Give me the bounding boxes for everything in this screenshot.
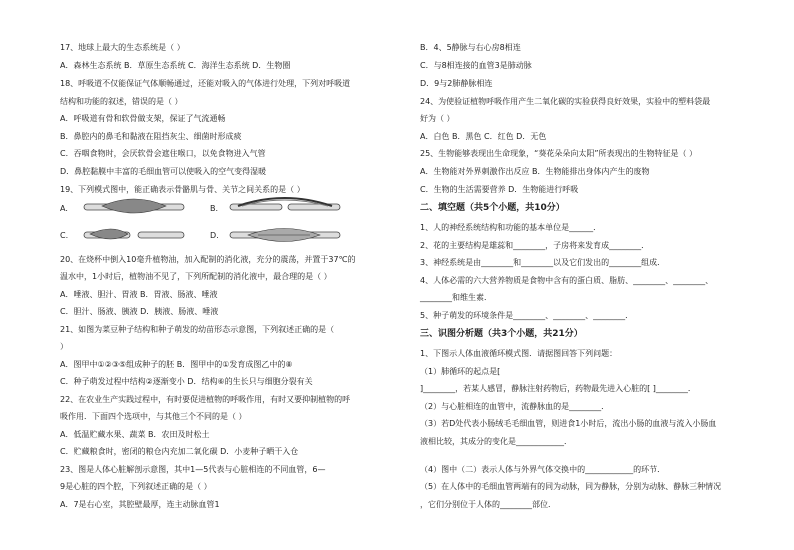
q21-stem-cont: ）: [60, 342, 68, 351]
q17-stem: 17、地球上最大的生态系统是（ ）: [60, 43, 185, 52]
q19-fig-d-label: D.: [210, 231, 219, 240]
fill-q3: 3、神经系统是由________和________以及它们发出的________组成．: [420, 258, 666, 267]
q18-option-b: B．鼻腔内的鼻毛和黏液在阻挡灰尘、细菌时形成痰: [60, 132, 242, 141]
q20-options-ab: A．唾液、胆汁、胃液 B．胃液、肠液、唾液: [60, 290, 218, 299]
q24-stem-cont: 好为（ ）: [420, 114, 455, 123]
q24-options: A．白色 B．黑色 C．红色 D．无色: [420, 132, 547, 141]
diagram-q1-part5: （5）在人体中的毛细血管两端有的同为动脉，同为静脉，分别为动脉、静脉三种情况: [420, 482, 722, 491]
section-fill-in-heading: 二、填空题（共5个小题，共10分）: [420, 203, 565, 213]
q19-stem: 19、下列模式图中，能正确表示骨骼肌与骨、关节之间关系的是（ ）: [60, 185, 305, 194]
q22-stem: 22、在农业生产实践过程中，有时要促进植物的呼吸作用，有时又要抑制植物的呼: [60, 395, 351, 404]
q24-stem: 24、为使验证植物呼吸作用产生二氧化碳的实验获得良好效果，实验中的塑料袋最: [420, 97, 711, 106]
q19-fig-c-diagram: [82, 222, 192, 248]
section-diagram-heading: 三、识图分析题（共3个小题，共21分）: [420, 329, 583, 339]
q20-stem: 20、在烧杯中倒入10毫升植物油，加入配制的消化液，充分的震荡，并置于37℃的: [60, 255, 356, 264]
q25-options-ab: A．生物能对外界刺激作出反应 B．生物能排出身体内产生的废物: [420, 167, 650, 176]
q19-fig-b-diagram: [228, 192, 348, 220]
q21-options-cd: C．种子萌发过程中结构②逐渐变小 D．结构⑥的生长只与细胞分裂有关: [60, 377, 313, 386]
q19-fig-b-label: B.: [210, 204, 219, 213]
fill-q4: 4、人体必需的六大营养物质是食物中含有的蛋白质、脂肪、________、________、: [420, 276, 714, 285]
q17-options: A．森林生态系统 B．草原生态系统 C．海洋生态系统 D．生物圈: [60, 61, 291, 70]
q20-options-cd: C．胆汁、肠液、胰液 D．胰液、肠液、唾液: [60, 307, 219, 316]
q18-stem: 18、呼吸道不仅能保证气体顺畅通过，还能对吸入的气体进行处理，下列对呼吸道: [60, 79, 351, 88]
q21-stem: 21、如图为菜豆种子结构和种子萌发的幼苗形态示意图，下列叙述正确的是（: [60, 325, 335, 334]
q19-fig-a-diagram: [82, 194, 192, 220]
q20-stem-cont: 温水中，1小时后，植物油不见了，下列所配制的消化液中，最合理的是（ ）: [60, 272, 332, 281]
q23-option-c: C．与8相连接的血管3是肺动脉: [420, 61, 532, 70]
q18-option-a: A．呼吸道有骨和软骨做支架，保证了气流通畅: [60, 114, 226, 123]
diagram-q1-part4: （4）图中（二）表示人体与外界气体交换中的____________的环节．: [420, 465, 666, 474]
q22-stem-cont: 吸作用．下面四个选项中，与其他三个不同的是（ ）: [60, 412, 247, 421]
q19-fig-c-label: C.: [60, 231, 69, 240]
q18-stem-cont: 结构和功能的叙述，错误的是（ ）: [60, 97, 183, 106]
q18-option-d: D．鼻腔黏膜中丰富的毛细血管可以使吸入的空气变得湿暖: [60, 167, 267, 176]
diagram-q1-part1: （1）肺循环的起点是[: [420, 367, 501, 376]
q23-option-b: B．4、5静脉与右心房8相连: [420, 43, 521, 52]
diagram-q1-part2: （2）与心脏相连的血管中，流静脉血的是________．: [420, 402, 610, 411]
diagram-q1-intro: 1、下图示人体血液循环模式图．请据图回答下列问题：: [420, 349, 618, 358]
q25-stem: 25、生物能够表现出生命现象，“葵花朵朵向太阳”所表现出的生物特征是（ ）: [420, 149, 698, 158]
diagram-q1-part3-cont: 液相比较，其成分的变化是____________．: [420, 437, 572, 446]
q23-option-a: A．7是右心室，其腔壁最厚，连主动脉血管1: [60, 500, 220, 509]
q23-stem-cont: 9是心脏的四个腔，下列叙述正确的是（ ）: [60, 482, 212, 491]
q22-options-cd: C．贮藏粮食时，密闭的粮仓内充加二氧化碳 D．小麦种子晒干入仓: [60, 447, 299, 456]
fill-q2: 2、花的主要结构是雄蕊和________，子房将来发育成________．: [420, 241, 650, 250]
fill-q4-cont: ________和维生素．: [420, 293, 492, 302]
q21-options-ab: A．图甲中①②③⑤组成种子的胚 B．图甲中的①发育成图乙中的⑧: [60, 360, 293, 369]
diagram-q1-part3: （3）若D处代表小肠绒毛毛细血管，则进食1小时后，流出小肠的血液与流入小肠血: [420, 419, 717, 428]
q19-fig-d-diagram: [228, 220, 348, 248]
diagram-q1-part1-cont: ]________，若某人感冒，静脉注射药物后，药物最先进入心脏的[ ]________．: [420, 384, 696, 393]
q23-stem: 23、图是人体心脏解剖示意图，其中1—5代表与心脏相连的不同血管，6—: [60, 465, 326, 474]
q22-options-ab: A．低温贮藏水果、蔬菜 B．农田及时松土: [60, 430, 210, 439]
fill-q5: 5、种子萌发的环境条件是________、________、________．: [420, 311, 634, 320]
diagram-q1-part5-cont: ，它们分别位于人体的________部位．: [420, 500, 556, 509]
q19-fig-a-label: A.: [60, 204, 68, 213]
q23-option-d: D．9与2肺静脉相连: [420, 79, 493, 88]
q18-option-c: C．吞咽食物时，会厌软骨会遮住喉口，以免食物进入气管: [60, 149, 266, 158]
q25-options-cd: C．生物的生活需要营养 D．生物能进行呼吸: [420, 185, 579, 194]
fill-q1: 1、人的神经系统结构和功能的基本单位是______．: [420, 223, 602, 232]
